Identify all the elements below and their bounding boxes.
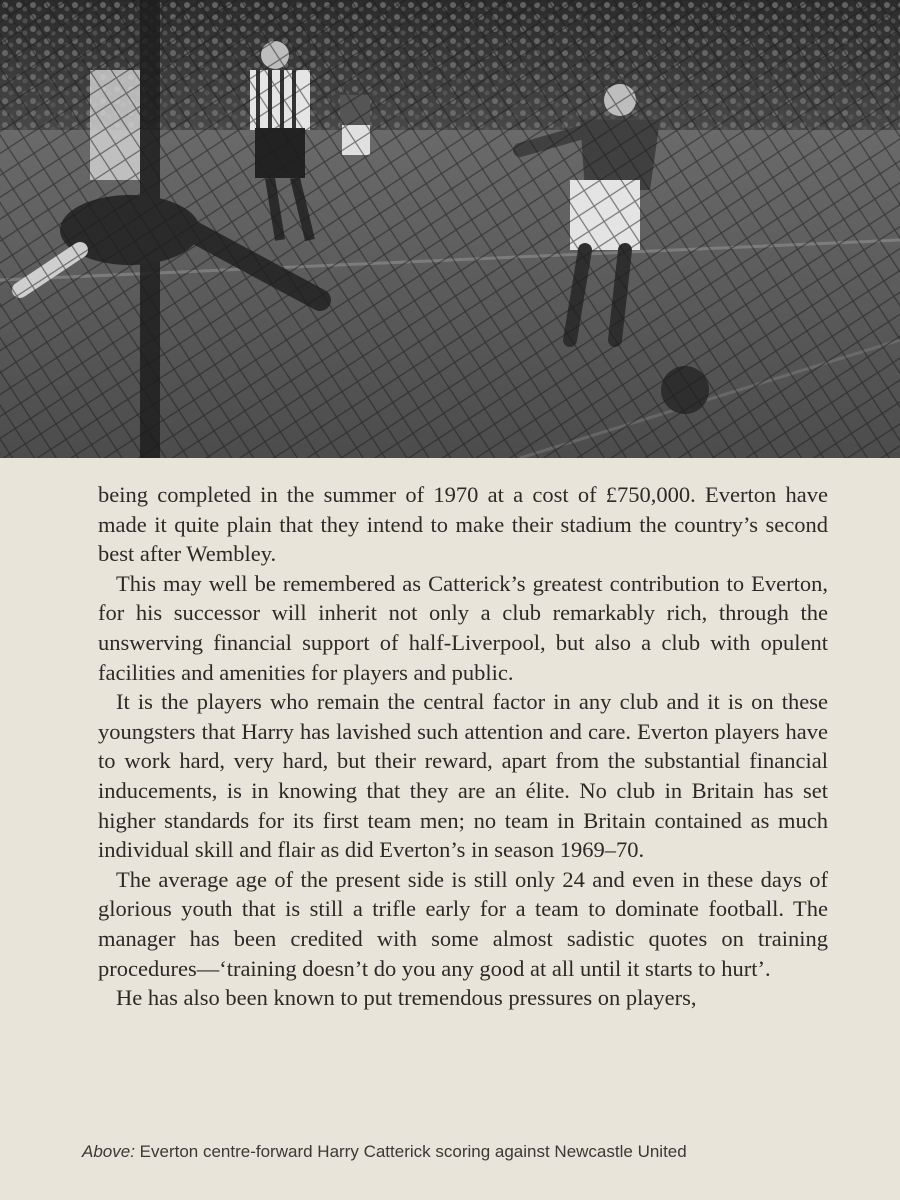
- photo-caption: [82, 1140, 782, 1164]
- football-match-image: [0, 0, 900, 458]
- caption-lead: Above:: [82, 1142, 135, 1161]
- paragraph-5: He has also been known to put tremendous pressures on players,: [116, 985, 697, 1011]
- paragraph-1: being completed in the summer of 1970 at a cost of £750,000. Everton have made it quite plain that they intend to make their stadium the country’s second best after Wembley.: [98, 482, 828, 567]
- paragraph-3: It is the players who remain the central factor in any club and it is on these youngsters that Harry has lavished such attention and care. Everton players have to work hard, very hard, but their reward, apart from the substantial financial inducements, is in knowing that they are an élite. No club in Britain has set higher standards for its first team men; no team in Britain contained as much individual skill and flair as did Everton’s in season 1969–70.: [98, 689, 828, 863]
- caption-text: Everton centre-forward Harry Catterick scoring against Newcastle United: [134, 1142, 687, 1161]
- article-body: [98, 480, 828, 1013]
- paragraph-2: This may well be remembered as Catterick’s greatest contribution to Everton, for his successor will inherit not only a club remarkably rich, through the unswerving financial support of half-Liverpool, but also a club with opulent facilities and amenities for players and public.: [98, 570, 828, 685]
- paragraph-4: The average age of the present side is still only 24 and even in these days of glorious youth that is still a trifle early for a team to dominate football. The manager has been credited with some almost sadistic quotes on training procedures—‘training doesn’t do you any good at all until it starts to hurt’.: [98, 866, 828, 981]
- match-photo: [0, 0, 900, 458]
